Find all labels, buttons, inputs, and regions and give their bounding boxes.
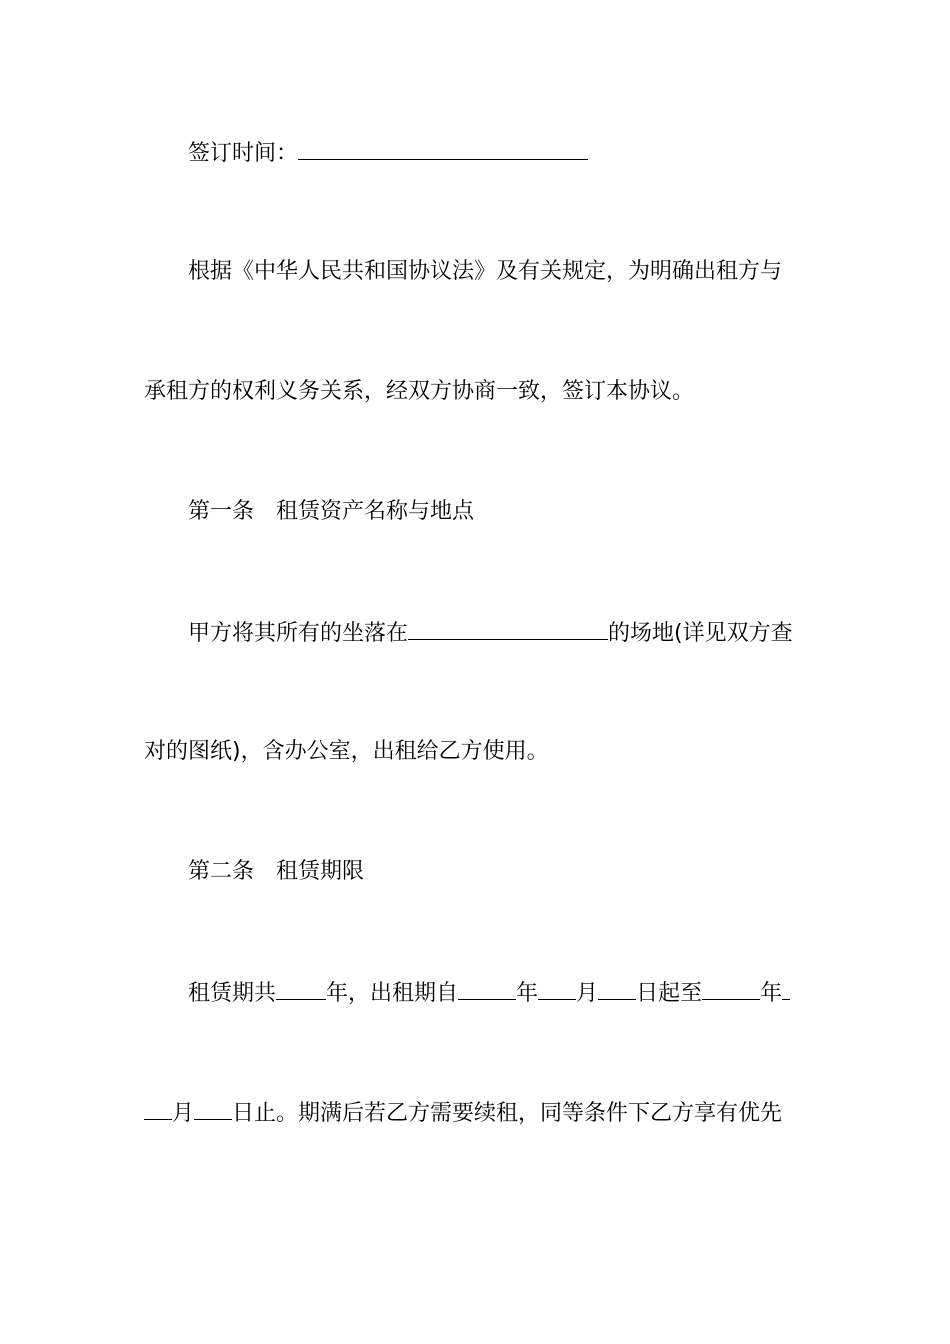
end-year-blank	[702, 977, 760, 1000]
article-1-text-b: 的场地(详见双方查	[608, 621, 793, 646]
sign-date-blank	[298, 137, 588, 160]
start-month-blank	[538, 977, 576, 1000]
end-day-blank	[194, 1097, 232, 1120]
sign-date-line	[188, 137, 950, 169]
end-month-blank-cont	[144, 1097, 172, 1120]
term-text-e: 日起至	[636, 981, 703, 1006]
start-year-blank	[458, 977, 516, 1000]
term-text-g: 月	[172, 1101, 195, 1126]
article-2-title: 第二条 租赁期限	[188, 859, 365, 884]
term-text-c: 年	[516, 981, 539, 1006]
term-years-blank	[276, 977, 326, 1000]
article-2-line-2	[144, 1097, 950, 1129]
term-text-f: 年	[760, 981, 783, 1006]
start-day-blank	[598, 977, 636, 1000]
sign-date-label: 签订时间：	[188, 141, 299, 166]
term-text-h: 日止。期满后若乙方需要续租，同等条件下乙方享有优先	[232, 1101, 783, 1126]
article-1-line-2: 对的图纸)，含办公室，出租给乙方使用。	[144, 739, 549, 764]
article-1-title: 第一条 租赁资产名称与地点	[188, 499, 475, 524]
term-text-a: 租赁期共	[188, 981, 277, 1006]
intro-line-2: 承租方的权利义务关系，经双方协商一致，签订本协议。	[144, 379, 695, 404]
intro-line-1: 根据《中华人民共和国协议法》及有关规定，为明确出租方与	[188, 259, 783, 284]
article-1-text-a: 甲方将其所有的坐落在	[188, 621, 409, 646]
article-1-line-1	[188, 617, 950, 649]
end-month-blank-start	[782, 977, 790, 1000]
term-text-d: 月	[576, 981, 599, 1006]
location-blank	[408, 617, 608, 640]
term-text-b: 年，出租期自	[326, 981, 459, 1006]
article-2-line-1	[188, 977, 950, 1009]
